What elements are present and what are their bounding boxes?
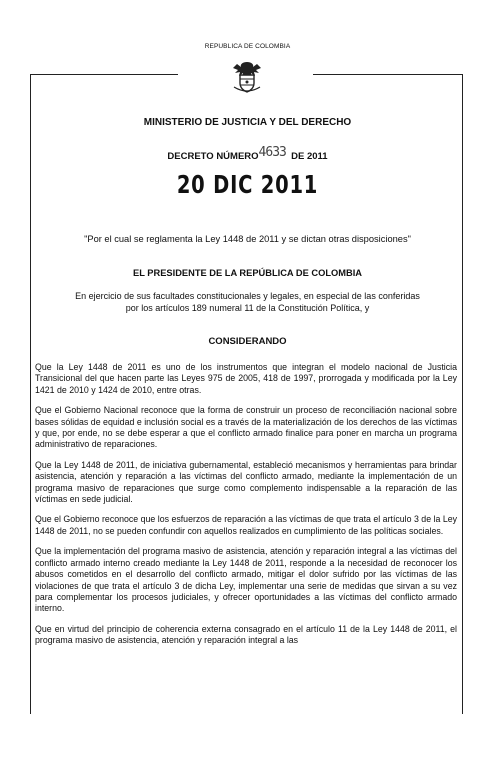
consideration-paragraph: Que el Gobierno reconoce que los esfuerzos de reparación a las víctimas de que trata el artículo 3 de la Ley 1448 de 2011, no se pueden confundir con aquellos realizados en cumplimiento de las políticas sociales. xyxy=(35,514,458,536)
considering-heading: CONSIDERANDO xyxy=(208,336,287,347)
decree-year: DE 2011 xyxy=(291,151,328,162)
consideration-paragraph: Que el Gobierno Nacional reconoce que la forma de construir un proceso de reconciliación nacional sobre bases sólidas de equidad e inclusión social es a través de la materialización de los derechos de las víctimas y que, por ende, no se debe esperar a que el conflicto armado finalice para poner en marcha un programa administrativo de reparaciones. xyxy=(35,405,457,450)
decree-number-line xyxy=(32,145,463,163)
decree-label: DECRETO NÚMERO xyxy=(167,151,259,162)
consideration-paragraph: Que la Ley 1448 de 2011 es uno de los instrumentos que integran el modelo nacional de Justicia Transicional del que hacen parte las Leyes 975 de 2005, 418 de 1997, prorrogada y modificada por la Ley 1421 de 2010 y 1424 de 2010, entre otras. xyxy=(35,362,457,395)
decree-purpose: "Por el cual se reglamenta la Ley 1448 de 2011 y se dictan otras disposiciones" xyxy=(84,234,411,244)
consideration-paragraph: Que en virtud del principio de coherencia externa consagrado en el artículo 11 de la Ley 1448 de 2011, el programa masivo de asistencia, atención y reparación integral a las xyxy=(35,623,457,646)
republic-header: REPUBLICA DE COLOMBIA xyxy=(204,43,291,50)
considerations-body xyxy=(35,362,457,647)
powers-line-2: por los artículos 189 numeral 11 de la Constitución Política, y xyxy=(125,302,370,313)
consideration-paragraph: Que la Ley 1448 de 2011, de iniciativa gubernamental, estableció mecanismos y herramientas para brindar asistencia, atención y reparación a las víctimas del conflicto armado, mediante la implementación de un programa masivo de reparaciones que surge como complemento indispensable a la reparación de las víctimas en sede judicial. xyxy=(35,459,457,505)
consideration-paragraph: Que la implementación del programa masivo de asistencia, atención y reparación integral a las víctimas del conflicto armado interno creado mediante la Ley 1448 de 2011, responde a la necesidad de reconocer los abusos cometidos en el desarrollo del conflicto armado, mitigar el dolor sufrido por las víctimas de las violaciones de que trata el artículo 3 de dicha Ley, implementar una serie de medidas que sirvan a su vez para complementar los procesos judiciales, y ofrecer oportunidades a las víctimas del conflicto armado interno. xyxy=(35,546,457,614)
ministry-title: MINISTERIO DE JUSTICIA Y DEL DERECHO xyxy=(143,117,352,128)
powers-line-1: En ejercicio de sus facultades constitucionales y legales, en especial de las conferidas xyxy=(75,291,420,301)
powers-text xyxy=(32,291,463,314)
date-stamp: 20 DIC 2011 xyxy=(176,170,319,199)
president-title: EL PRESIDENTE DE LA REPÚBLICA DE COLOMBIA xyxy=(133,268,362,278)
decree-number: 4633 xyxy=(258,145,286,160)
colombia-coat-of-arms-icon xyxy=(229,59,265,95)
